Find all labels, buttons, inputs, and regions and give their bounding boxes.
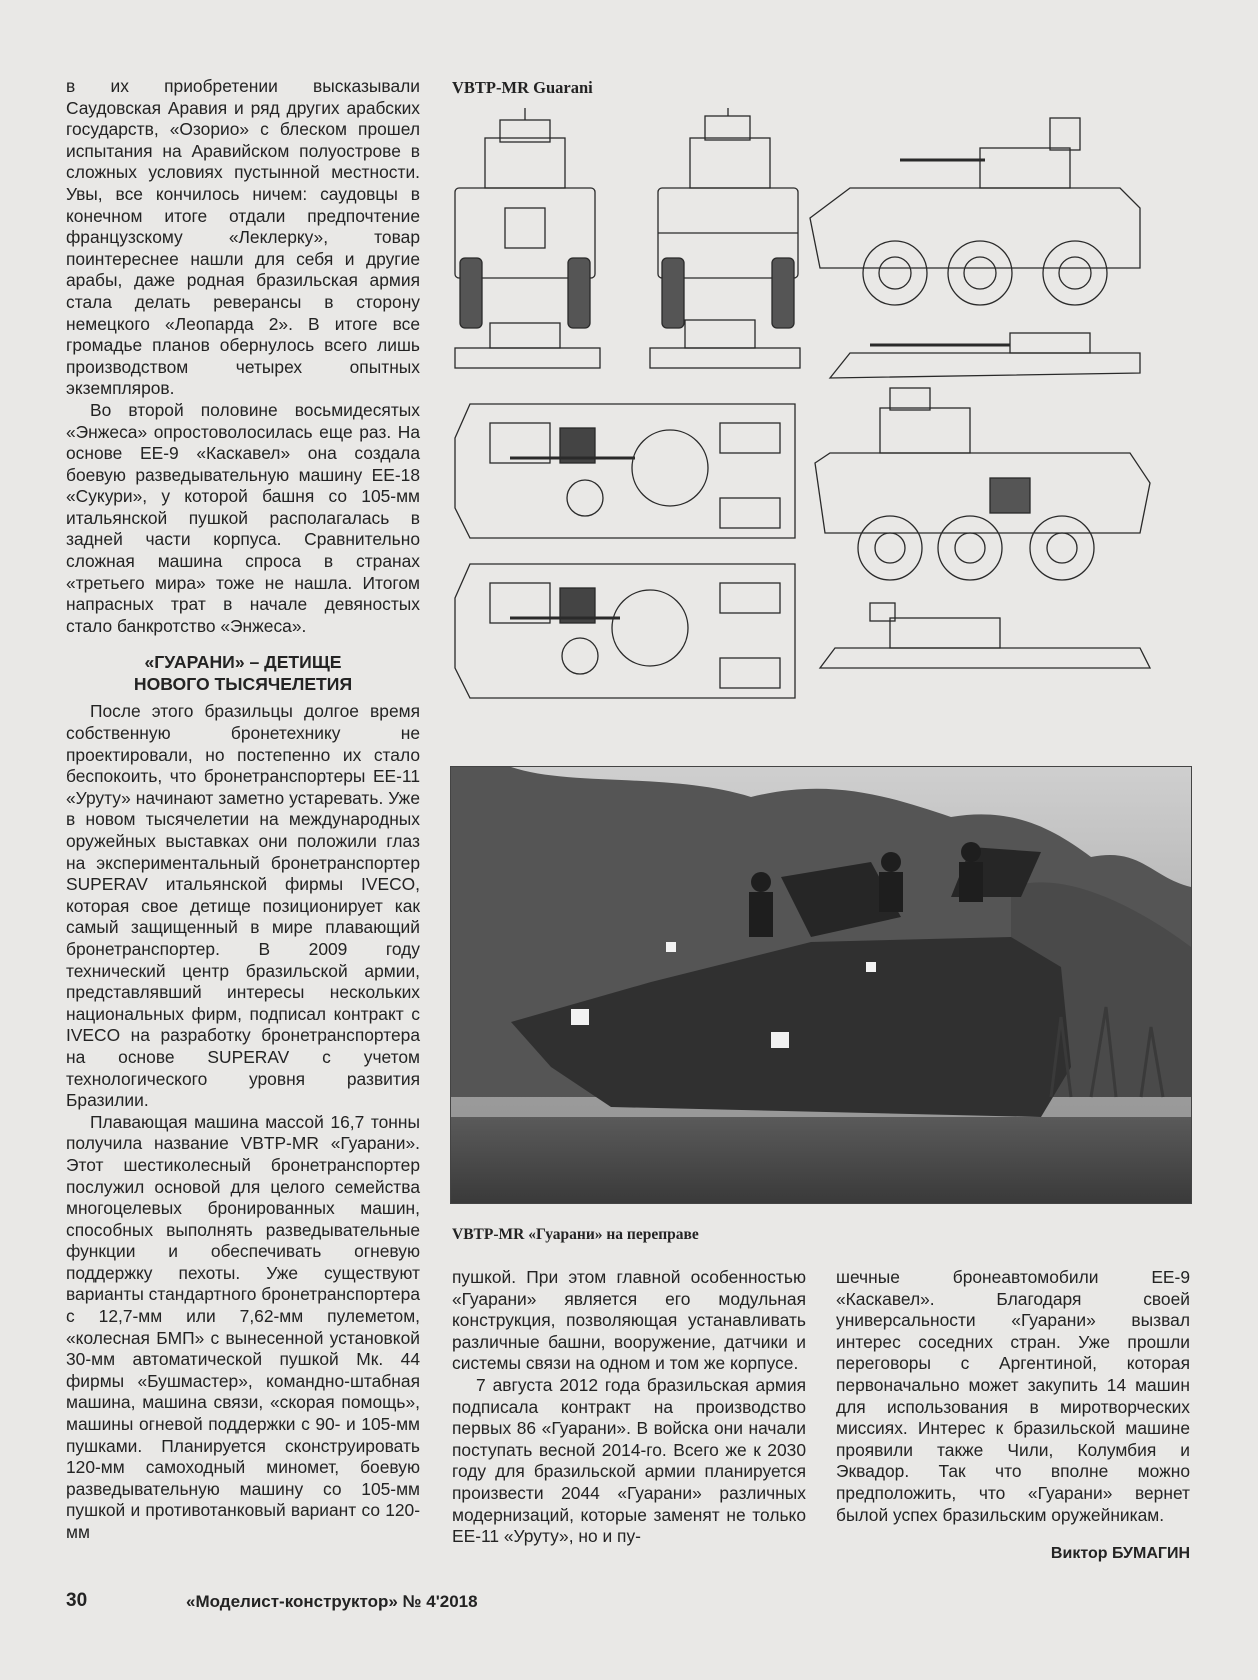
- section-heading: [66, 651, 420, 695]
- section-heading-line: «ГУАРАНИ» – ДЕТИЩЕ: [144, 652, 342, 673]
- paragraph: 7 августа 2012 года бразильская армия подписала контракт на производство первых 86 «Гуарани». В войска они начали поступать весной 2014-го. Всего же к 2030 году для бразильской армии планируется произвести 2044 «Гуарани» различных модернизаций, которые заменят не только ЕЕ-11 «Уруту», но и пу-: [452, 1374, 806, 1547]
- left-text-column: [66, 76, 420, 1544]
- front-view-drawing: [455, 108, 595, 328]
- side-view-drawing: [810, 118, 1140, 305]
- top-detail-drawing: [820, 603, 1150, 668]
- paragraph: шечные бронеавтомобили ЕЕ-9 «Каскавел». Благодаря своей универсальности «Гуарани» вызвал интерес соседних стран. Уже прошли переговоры с Аргентиной, которая первоначально может закупить 14 машин для использования в миротворческих миссиях. Интерес к бразильской машине проявили также Чили, Колумбия и Эквадор. Так что вполне можно предположить, что «Гуарани» вернет былой успех бразильским оружейникам.: [836, 1267, 1190, 1525]
- page-number: 30: [66, 1590, 88, 1611]
- paragraph: в их приобретении высказывали Саудовская Аравия и ряд других арабских государств, «Озорио» с блеском прошел испытания на Аравийском полуострове в сложных условиях пустынной местности. Увы, все кончилось ничем: саудовцы в конечном итоге отдали предпочтение французскому «Леклерку», товар поинтереснее нашли для себя и другие арабы, даже родная бразильская армия стала делать реверансы в сторону немецкого «Леопарда 2». В итоге все громадье планов обернулось всего лишь производством четырех опытных экземпляров.: [66, 76, 420, 399]
- plan-view-drawing: [455, 404, 795, 538]
- right-text-column: [836, 1267, 1190, 1526]
- side-view-drawing: [815, 388, 1150, 580]
- section-heading-line: НОВОГО ТЫСЯЧЕЛЕТИЯ: [133, 674, 353, 695]
- amphibious-apc-photo: [450, 766, 1192, 1204]
- plan-view-drawing: [455, 564, 795, 698]
- author-byline: Виктор БУМАГИН: [1050, 1545, 1190, 1562]
- paragraph: Во второй половине восьмидесятых «Энжеса» опростоволосилась еще раз. На основе ЕЕ-9 «Каскавел» она создала боевую разведывательную машину ЕЕ-18 «Сукури», у которой башня со 105-мм итальянской пушкой располагалась в задней части корпуса. Сравнительно сложная машина спроса в странах «третьего мира» тоже не нашла. Итогом напрасных трат в начале девяностых стало банкротство «Энжеса».: [66, 399, 420, 636]
- rear-view-drawing: [658, 108, 798, 328]
- paragraph: Плавающая машина массой 16,7 тонны получила название VBTP-MR «Гуарани». Этот шестиколесный бронетранспортер послужил основой для целого семейства многоцелевых бронированных машин, способных выполнять разведывательные функции и обеспечивать огневую поддержку пехоты. Уже существуют варианты стандартного бронетранспортера с 12,7-мм или 7,62-мм пулеметом, «колесная БМП» с вынесенной установкой 30-мм автоматической пушкой Мк. 44 фирмы «Бушмастер», командно-штабная машина, машина связи, «скорая помощь», машины огневой поддержки с 90- и 105-мм пушками. Планируется сконструировать 120-мм самоходный миномет, боевую разведывательную машину со 105-мм пушкой и противотанковый вариант со 120-мм: [66, 1111, 421, 1542]
- magazine-footer: «Моделист-конструктор» № 4'2018: [186, 1592, 478, 1611]
- figure-title: VBTP-MR Guarani: [452, 78, 593, 97]
- paragraph: После этого бразильцы долгое время собственную бронетехнику не проектировали, но постепенно их стало беспокоить, что бронетранспортеры ЕЕ-11 «Уруту» начинают заметно устаревать. Уже в новом тысячелетии на международных оружейных выставках они положили глаз на экспериментальный бронетранспортер SUPERAV итальянской фирмы IVECO, которая свое детище позиционирует как самый защищенный в мире плавающий бронетранспортер. В 2009 году технический центр бразильской армии, представлявший интересы нескольких национальных фирм, подписал контракт с IVECO на разработку бронетранспортера на основе SUPERAV с учетом технологического уровня развития Бразилии.: [66, 701, 420, 1111]
- paragraph: пушкой. При этом главной особенностью «Гуарани» является его модульная конструкция, позволяющая устанавливать различные башни, вооружение, датчики и системы связи на одном и том же корпусе.: [452, 1267, 806, 1374]
- photo-caption: VBTP-MR «Гуарани» на переправе: [452, 1226, 699, 1243]
- vehicle-blueprint-drawings: [450, 108, 1194, 748]
- top-detail-drawing: [455, 320, 1140, 378]
- middle-text-column: [452, 1267, 806, 1548]
